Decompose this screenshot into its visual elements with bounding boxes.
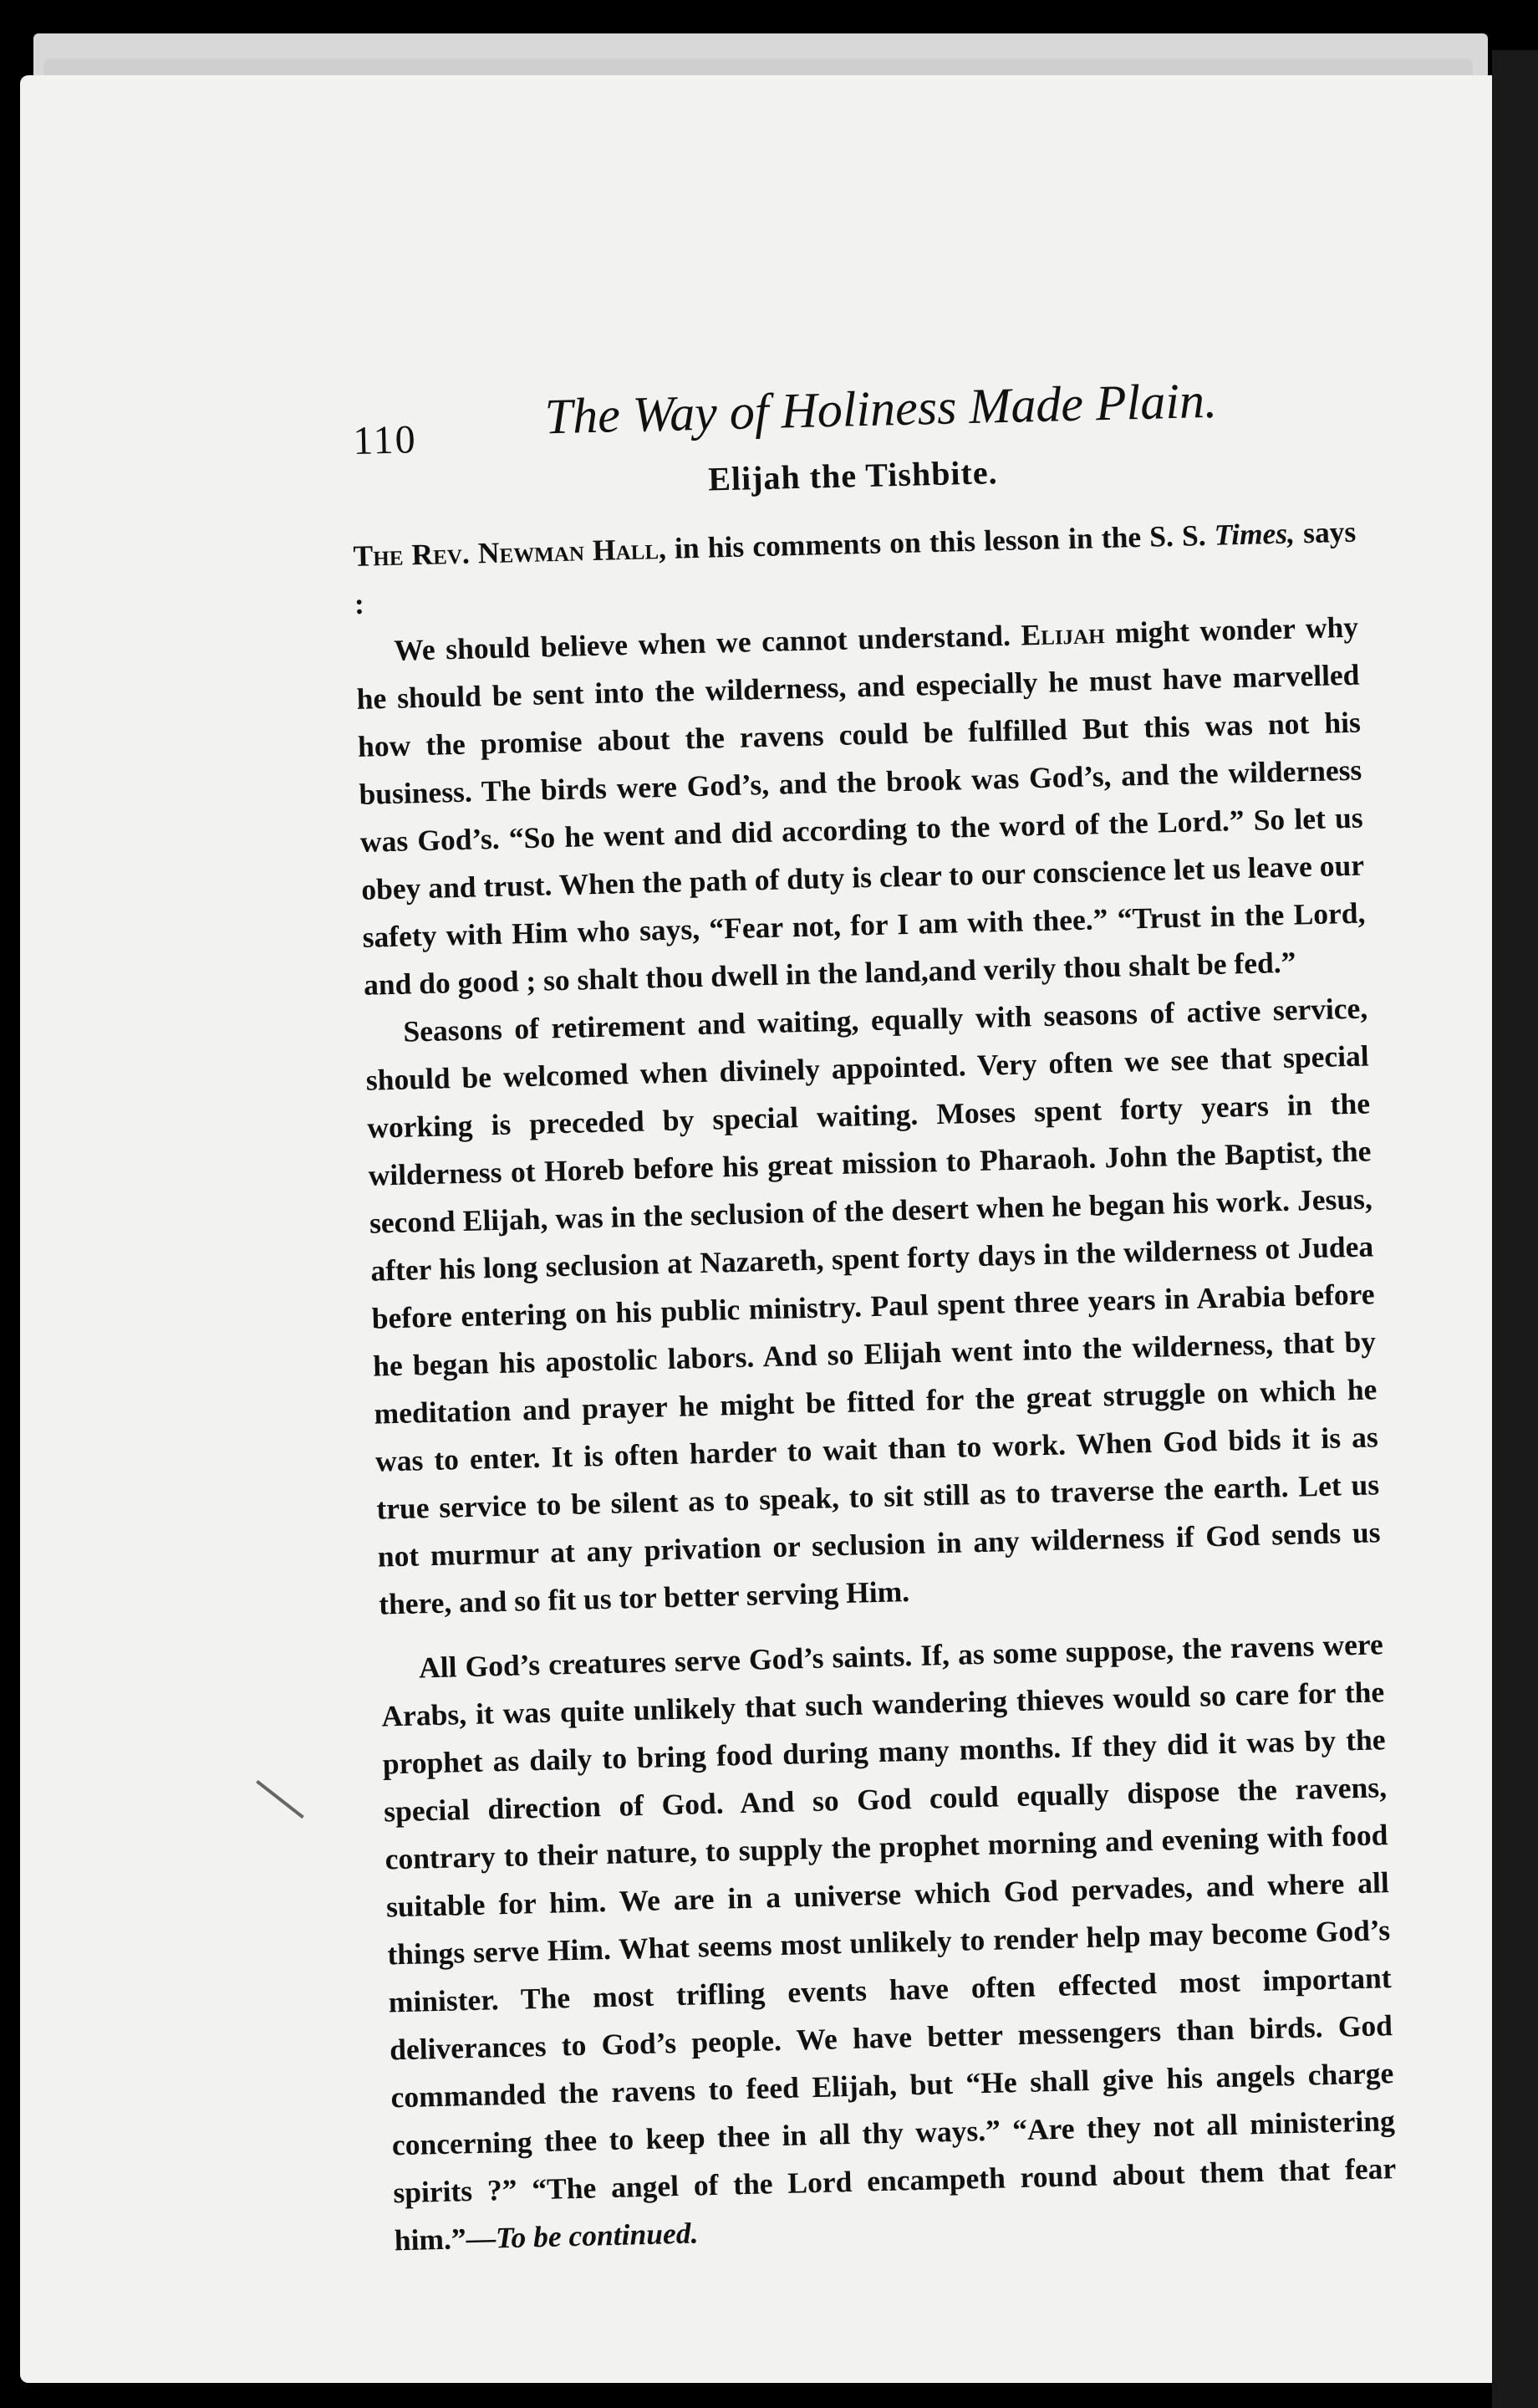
paragraph-text: All God’s creatures serve God’s saints. If, as some suppose, the ravens were Arabs, it was quite unlikely that such wandering thieves would so care for the prophet as daily to bring food during many months. If they did it was by the special direction of God. And so God could equally dispose the ravens, contrary to their nature, to supply the prophet morning and evening with food suitable for him. We are in a universe which God pervades, and where all things serve Him. What seems most unlikely to render help may become God’s minister. The most trifling events have often effected most important deliverances to God’s people. We have better messengers than birds. God commanded the ravens to feed Elijah, but “He shall give his angels charge concerning thee to keep thee in all thy ways.” “Are they not all ministering spirits ?” “The angel of the Lord encampeth round about them that fear him.”— <box>380 1627 1397 2258</box>
paragraph-text: might wonder why he should be sent into the wilderness, and especially he must have marvelled how the promise about the ravens could be fulfilled But this was not his business. The birds were God’s, and the brook was God’s, and the wilderness was God’s. “So he went and did according to the word of the Lord.” So let us obey and trust. When the path of duty is clear to our conscience let us leave our safety with Him who says, “Fear not, for I am with thee.” “Trust in the Lord, and do good ; so shalt thou dwell in the land,and verily thou shalt be fed.” <box>356 610 1366 1002</box>
body-paragraph <box>379 1620 1398 2264</box>
scan-border <box>1492 50 1538 2408</box>
body-paragraph <box>355 604 1367 1009</box>
source-name: Times, <box>1214 516 1296 552</box>
page-number: 110 <box>352 417 418 463</box>
continued-note: To be continued. <box>495 2216 699 2255</box>
body-paragraph <box>364 984 1383 1628</box>
running-title: The Way of Holiness Made Plain. <box>543 372 1218 445</box>
intro-text: in his comments on this lesson in the S. S. <box>665 518 1215 565</box>
author-name: The Rev. Newman Hall, <box>353 531 667 573</box>
article-body <box>351 444 1398 2265</box>
paragraph-text: We should believe when we cannot understand. <box>393 618 1021 667</box>
paragraph-text: Seasons of retirement and waiting, equally with seasons of active service, should be welcomed when divinely appointed. Very often we see that special working is preceded by special waiting. Moses spent forty years in the wilderness ot Horeb before his great mission to Pharaoh. John the Baptist, the second Elijah, was in the seclusion of the desert when he began his work. Jesus, after his long seclusion at Nazareth, spent forty days in the wilderness ot Judea before entering on his public ministry. Paul spent three years in Arabia before he began his apostolic labors. And so Elijah went into the wilderness, that by meditation and prayer he might be fitted for the great struggle on which he was to enter. It is often harder to wait than to work. When God bids it is as true service to be silent as to speak, to sit still as to traverse the earth. Let us not murmur at any privation or seclusion in any wilderness if God sends us there, and so fit us tor better serving Him. <box>365 991 1381 1621</box>
intro-text-end: says : <box>354 514 1357 620</box>
elijah-name: Elijah <box>1020 616 1105 652</box>
article-title: Elijah the Tishbite. <box>707 453 999 498</box>
